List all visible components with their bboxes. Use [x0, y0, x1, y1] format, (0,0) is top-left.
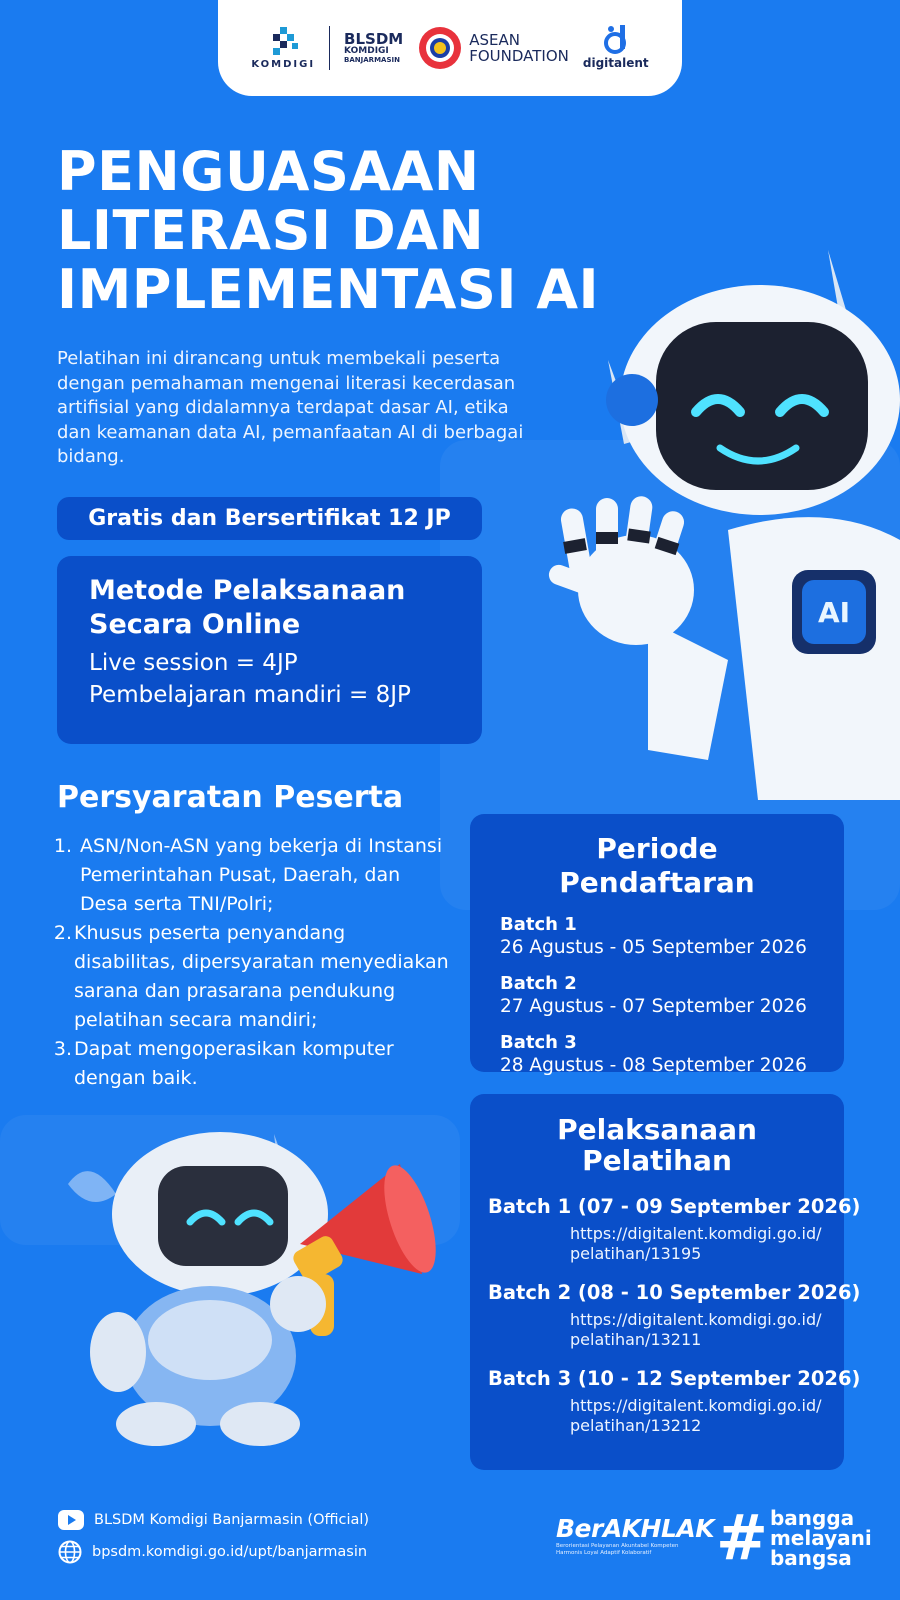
requirements-list — [50, 832, 450, 1093]
list-item — [50, 832, 450, 919]
method-title: Secara Online — [89, 609, 301, 640]
link-line[interactable]: https://digitalent.komdigi.go.id/ — [570, 1224, 822, 1243]
globe-icon — [58, 1540, 82, 1564]
training-batch-name: Batch 3 (10 - 12 September 2026) — [488, 1367, 861, 1390]
batch-date: 26 Agustus - 05 September 2026 — [500, 937, 807, 958]
link-line[interactable]: pelatihan/13195 — [570, 1244, 702, 1263]
registration-period-box — [470, 814, 844, 1076]
bangga-line: melayani — [769, 1526, 872, 1550]
list-number: 3. — [53, 1038, 72, 1060]
training-title — [488, 1114, 826, 1176]
free-certificate-badge: Gratis dan Bersertifikat 12 JP — [57, 497, 482, 540]
list-number: 1. — [53, 835, 72, 857]
batch-date: 27 Agustus - 07 September 2026 — [500, 996, 807, 1017]
berakhlak-logo — [556, 1514, 714, 1557]
method-live-session: Live session = 4JP — [89, 650, 298, 676]
berakhlak-tagline: Berorientasi Pelayanan Akuntabel Kompeten Harmonis Loyal Adaptif Kolaboratif — [556, 1543, 679, 1556]
training-batch-name: Batch 2 (08 - 10 September 2026) — [488, 1281, 861, 1304]
robot-ai-badge: AI — [817, 596, 851, 629]
method-title: Metode Pelaksanaan — [89, 575, 406, 606]
title-line: PENGUASAAN — [57, 140, 480, 203]
megaphone-robot-illustration — [60, 1124, 440, 1454]
training-batch — [488, 1280, 861, 1350]
asean-foundation-logo — [417, 25, 569, 71]
blsdm-banjarmasin-label: BANJARMASIN — [344, 56, 400, 65]
training-execution-box — [470, 1094, 861, 1470]
registration-batch — [500, 973, 814, 1018]
batch-name: Batch 2 — [500, 973, 577, 994]
blsdm-logo — [344, 31, 403, 65]
list-item — [50, 1035, 450, 1093]
asean-emblem-icon — [417, 25, 463, 71]
waving-robot-illustration — [528, 240, 900, 800]
bangga-line: bangga — [769, 1506, 855, 1530]
bangga-melayani-bangsa-logo — [716, 1501, 872, 1574]
registration-batch — [500, 914, 814, 959]
link-line[interactable]: pelatihan/13212 — [570, 1416, 702, 1435]
program-description: Pelatihan ini dirancang untuk membekali peserta dengan pemahaman mengenai literasi kecerdasan artifisial yang didalamnya terdapat dasar AI, etika dan keamanan data AI, pemanfaatan AI di berbagai bidang. — [57, 348, 524, 467]
website-link[interactable] — [58, 1540, 367, 1564]
training-batch-name: Batch 1 (07 - 09 September 2026) — [488, 1195, 861, 1218]
komdigi-icon — [266, 27, 300, 57]
digitalent-label: digitalent — [582, 56, 649, 71]
berakhlak-label: BerAKHLAK — [556, 1514, 715, 1543]
training-batch-link[interactable] — [570, 1310, 826, 1350]
blsdm-label: BLSDM — [344, 29, 404, 48]
foundation-label: FOUNDATION — [469, 47, 569, 65]
list-text: Khusus peserta penyandang disabilitas, dipersyaratan menyediakan sarana dan prasarana pendukung pelatihan secara mandiri; — [74, 922, 449, 1031]
batch-name: Batch 1 — [500, 914, 577, 935]
logo-divider — [329, 26, 330, 70]
youtube-icon — [58, 1510, 84, 1530]
title-line: IMPLEMENTASI AI — [57, 258, 600, 321]
requirements-title: Persyaratan Peserta — [57, 780, 404, 815]
training-title-line: Pelatihan — [582, 1144, 732, 1177]
registration-title: Periode Pendaftaran — [559, 832, 755, 899]
list-item — [50, 919, 450, 1035]
method-box — [57, 556, 482, 744]
komdigi-logo — [251, 27, 315, 70]
list-number: 2. — [53, 922, 72, 944]
registration-batch — [500, 1032, 814, 1077]
blsdm-komdigi-label: KOMDIGI — [344, 46, 389, 57]
batch-name: Batch 3 — [500, 1032, 577, 1053]
training-title-line: Pelaksanaan — [557, 1113, 757, 1146]
hashtag-symbol: # — [716, 1501, 768, 1574]
link-line[interactable]: https://digitalent.komdigi.go.id/ — [570, 1310, 822, 1329]
list-text: ASN/Non-ASN yang bekerja di Instansi Pemerintahan Pusat, Daerah, dan Desa serta TNI/Polri; — [80, 835, 443, 915]
bangga-melayani-bangsa-text — [770, 1508, 872, 1568]
link-line[interactable]: https://digitalent.komdigi.go.id/ — [570, 1396, 822, 1415]
link-line[interactable]: pelatihan/13211 — [570, 1330, 702, 1349]
digitalent-logo — [583, 25, 649, 70]
digitalent-icon — [603, 25, 629, 55]
asean-label: ASEAN — [469, 30, 520, 49]
batch-date: 28 Agustus - 08 September 2026 — [500, 1055, 807, 1076]
website-label: bpsdm.komdigi.go.id/upt/banjarmasin — [92, 1544, 368, 1560]
bangga-line: bangsa — [769, 1546, 852, 1570]
komdigi-label: KOMDIGI — [251, 58, 316, 70]
method-self-study: Pembelajaran mandiri = 8JP — [89, 682, 411, 708]
training-batch-link[interactable] — [570, 1224, 826, 1264]
list-text: Dapat mengoperasikan komputer dengan baik. — [74, 1038, 394, 1089]
logo-bar — [218, 0, 682, 96]
training-batch-link[interactable] — [570, 1396, 826, 1436]
training-batch — [488, 1194, 861, 1264]
title-line: LITERASI DAN — [57, 199, 485, 262]
training-batch — [488, 1366, 861, 1436]
youtube-channel-label: BLSDM Komdigi Banjarmasin (Official) — [94, 1512, 370, 1528]
youtube-channel[interactable] — [58, 1510, 369, 1530]
